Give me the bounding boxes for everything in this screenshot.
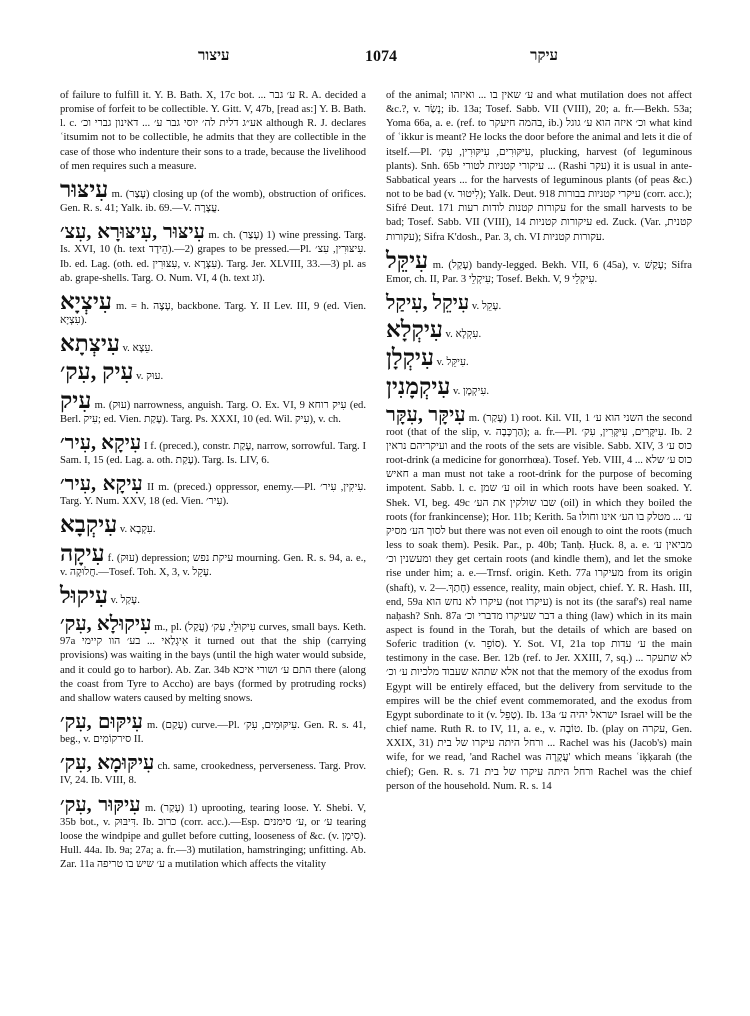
dictionary-entry [386,345,692,371]
entry-definition: m. (עָקַם) curve.—Pl. עִיקּוּמִים, עִק׳. Gen. R. s. 41, beg., v. סירקוֹמִים II. [60,720,366,746]
dictionary-entry [386,373,692,399]
dictionary-entry [60,712,366,747]
dictionary-entry [386,405,692,794]
entry-headword: עִיצּוּר ,עִיצּוּרָא ,עִצ׳ [60,221,205,244]
entry-headword: עִיקֵל ,עִיקַל [386,292,470,315]
entry-definition: of the animal; ע׳ שאין בו ... ואיזהו and what mutilation does not affect &c.?, v. נְשַׂר; ib. 13a; Tosef. Sabb. VII (VIII), 20; a. fr.—Bekh. 53a; Yoma 66a, a. e. (ref. to בהמה חיעקר, ib.) וכ׳ איזה הוא ע׳ גוגל what kind of ʿikkur is meant? He locks the door before the animal and lets it die of itself.—Pl. עִיקּוּרִים, עִיקּוּרִין, עִק׳, plucking, harvest (of leguminous plants). Snh. 65b עיקורי קטניות לטורי ... (Rashi עקר) it is usual in ante-Sabbatical years ... for the harvests of leguminous plants (of peas &c.) not to be bad (v. לִיטוּר); Yalk. Deut. 918 עיקרי קטניות בבורות (corr. acc.); Sifré Deut. 171 עקורות קטנות לודות רעות for the small harvests to be bad; Tosef. Sabb. VII (VIII), 14 עיקורות קטניות ed. Zuck. (Var. קטנית, עקורות); Sifra K'dosh., Par. 3, ch. VI עקורות קטניות. [386,90,693,243]
dictionary-entry [60,582,366,608]
entry-definition: v. עוּק. [136,371,164,383]
entry-headword: עִיק ,עִק׳ [60,359,134,385]
page-number: 1074 [365,48,397,65]
header-right-guide-word: עיקר [530,48,558,64]
header-left-guide-word: עיצור [198,48,230,64]
dictionary-entry [60,387,366,427]
entry-headword: עִיקְבָא [60,512,118,538]
entry-definition: ch. same, crookedness, perverseness. Targ. Prov. IV, 24. Ib. VIII, 8. [60,761,366,787]
dictionary-entry [60,614,366,706]
entry-definition: v. עִיקְמָן. [453,385,490,397]
dictionary-entry [60,222,366,286]
entry-definition: m. (עָקַל) bandy-legged. Bekh. VII, 6 (45a), v. עָקַשׁ; Sifra Emor, ch. II, Par. 3 עִיקְלֵי; Tosef. Bekh. V, 9 עִיקְלֵי. [386,259,692,285]
entry-definition: I f. (preced.), constr. עָקַת, narrow, sorrowful. Targ. I Sam. I, 15 (ed. Lag. a. oth. עָקַת). Targ. Is. LIV, 6. [60,440,366,466]
entry-headword: עִיצּוּר [60,176,109,202]
entry-definition: v. עָקֵל. [471,301,502,313]
entry-definition: m. = h. עָצֶה, backbone. Targ. Y. II Lev. III, 9 (ed. Vien. עִצְיָא). [60,300,366,327]
entry-definition: II m. (preced.) oppressor, enemy.—Pl. עִיקִין, עִיר׳. Targ. Y. Num. XXV, 18 (ed. Vien. עִיר׳). [60,482,367,508]
dictionary-entry [60,474,366,509]
dictionary-entry [60,331,366,357]
entry-definition: m., pl. עִיקוּלֵי, עַק׳ (עֲקַל) curves, small bays. Keth. 97a אִיגְלַאי ... בע׳ הוו קיימי it turned out that the ship (carrying provisions) was waiting in the bays (until the high water would subside, and it could go to harbor). Ab. Zar. 34b התם ע׳ ושורי איכא there (along the coast from Tyre to Accho) are bays (formed by protruding rocks) and shallow waters caused by melting snows. [60,622,366,704]
entry-headword: עִיקָּר ,עִקָּר [386,403,466,426]
running-header [60,48,690,74]
dictionary-entry [60,176,366,216]
entry-headword: עִיקְמָנִין [386,373,451,399]
entry-definition: m. (עָצַר) closing up (of the womb), obstruction of orifices. Gen. R. s. 41; Yalk. ib. 69.—V. עֲצָרָה. [60,188,366,215]
entry-headword: עִיק [60,387,92,413]
left-column [60,89,366,878]
entry-headword: עִיקָא ,עִיר׳ [60,473,143,496]
entry-definition: v. עִקְבָא. [119,524,156,536]
dictionary-entry [60,795,366,873]
entry-headword: עִיקּוּם ,עִק׳ [60,711,143,733]
entry-headword: עִיצְתָא [60,331,120,357]
entry-definition: m. (עָקַר) 1) root. Kil. VII, 1 השני הוא ע׳ the second root (that of the slip, v. הַרְכָּבָה); a. fr.—Pl. עִיקָּרִים, עִיקָּרִין, עִק׳. Ib. 2 ועיקריהם נראין and the roots of the sets are visible. Sabb. XIV, 3 כוס ע׳ root-drink (a medicine for gonorrhœa). Tosef. Yeb. VIII, 4 ... כוס ע׳ שלא חאיש a man must not take a root-drink for the purpose of becoming impotent. Sabb. l. c. ע׳ שמן oil in which roots have been soaked. Y. Shek. VI, beg. 49c שבו שולקין את הע׳ (oil) in which they boiled the roots (for frankincense); Hor. 11b; Kerith. 5a ע׳ ... מטלק בו הע׳ אינו וחולו לסוך הע׳ מסיק but there was not even oil enough to oint the roots (much less to soak them). Pesik. Par., p. 40b; Tanḥ. Ḥuck. 8, a. e. מביאין ע׳ ומעשנין וכ׳ they get certain roots (and kindle them), and let the smoke rise under him; a. e.—Trnsf. origin. Keth. 77a מעיקרו from its origin (shaft), v. חָתַךְ.—2) essence, reality, main object, chief. Y. R. Hash. III, end, 59a עיקרו לא נחש הוא (not עיקרו) is not its (the saraf's) real name naḥash? Snh. 87a דבר שעיקרו מדברי וכ׳ a thing (law) which in its main aspect is found in the Torah, but the details of which are based on Soferic tradition (v. סוֹפֵר). Y. Sot. VI, 21a top ע׳ עדות the main testimony in the case. Ber. 12b (ref. to Jer. XXIII, 7, sq.) לא שתעקר ... אלא שתהא שעבוד מלכיות ע׳ וכ׳ not that the memory of the exodus from Egypt will be entirely effaced, but the delivery from servitude to the empires will be the chief event commemorated, and the exodus from Egypt subordinate to it (v. טָפֵל). Ib. 13a ישראל יהיה ע׳ Israel will be the chief name. Ruth R. to IV, 11, a. e., v. טוֹבָה. Ib. (play on עקרה, Gen. XXIX, 31) ורחל היתה עיקרו של בית ... Rachel was his (Jacob's) main wife, for we read, 'and Rachel was עֲקָרָה' which means ʿiḳḳarah (the chief); Gen. R. s. 71 ורחל היתה עיקרו של בית Rachel was the chief person of the household. Num. R. s. 14 [386,412,693,792]
dictionary-entry [386,293,692,314]
dictionary-entry [60,753,366,788]
dictionary-entry [60,288,366,328]
entry-definition: m. (עוּק) narrowness, anguish. Targ. O. Ex. VI, 9 עִיק רוחא (ed. Berl. עִיק; ed. Vien. עָקַת). Targ. Ps. XXXI, 10 (ed. Wil. עִיק), v. ch. [60,399,366,425]
dictionary-entry [60,359,366,385]
entry-headword: עִיקָא ,עִיר׳ [60,431,142,454]
entry-definition: v. עִקְלָא. [445,329,482,341]
entry-definition: of failure to fulfill it. Y. B. Bath. X, 17c bot. ... ע׳ גבר R. A. decided a promise of forfeit to be collectible. Y. Gitt. V, 47b, [read as:] Y. B. Bath. l. c. אע״ג דלית לה׳ יוסי גבר ע׳ ... דאינון גברי וכ׳ although R. J. declares ʿitsumim not to be collectible, he admits that they are collectible in the case of those who indenture their sons to a trade, because the livelihood of men requires such a measure. [60,90,366,172]
entry-definition: v. עֵצָא. [122,343,154,355]
entry-definition: m. ch. (עָצַר) 1) wine pressing. Targ. Is. XVI, 10 (h. text הֵידָד).—2) grapes to be pressed.—Pl. עִיצּוּרִין, עִצ׳. Ib. ed. Lag. (oth. ed. עִצּוּרִין, v. עִצְּרָא). Targ. Jer. XLVIII, 33.—3) pl. as ab. grape-shells. Targ. O. Num. VI, 4 (h. text זג). [60,230,366,284]
entry-definition: m. (עָקַר) 1) uprooting, tearing loose. Y. Shebi. V, 35b bot., v. דִּיבּוּק. Ib. כרוב (corr. acc.).—Esp. ע׳ סימנים, or ע׳ tearing loose the windpipe and gullet before cutting, looseness of &c. (v. סִימָן). Hull. 44a. Ib. 9a; 27a; a. fr.—3) mutilation, hamstringing; unfitting. Ab. Zar. 11a ע׳ שיש בו טריפה a mutilation which affects the vitality [60,802,367,871]
dictionary-entry [386,247,692,287]
entry-headword: עִיקְלָן [386,345,434,371]
entry-headword: עִיקּוּר ,עִק׳ [60,793,141,816]
right-column [386,89,692,800]
entry-headword: עִיצְיָא [60,288,112,314]
entry-definition: v. עָקַל. [110,594,140,606]
dictionary-entry [386,317,692,343]
entry-headword: עִיקֵּל [386,247,429,273]
dictionary-entry [60,540,366,580]
entry-headword: עִיקָה [60,540,105,566]
entry-definition: v. עִיקֵּל. [436,357,469,369]
entry-headword: עִיקוּלָא ,עִק׳ [60,613,152,636]
dictionary-entry [386,89,692,245]
dictionary-entry [60,89,366,174]
dictionary-entry [60,512,366,538]
entry-headword: עִיקְלָא [386,317,443,343]
entry-definition: f. (עוּק) depression; עיקת נפש mourning. Gen. R. s. 94, a. e., v. חֲלוּקָה.—Tosef. Toh. X, 3, v. עָקֵל. [60,552,366,578]
entry-headword: עִיקּוּמָא ,עִק׳ [60,752,155,775]
entry-headword: עִיקוּל [60,582,108,608]
dictionary-entry [60,433,366,468]
